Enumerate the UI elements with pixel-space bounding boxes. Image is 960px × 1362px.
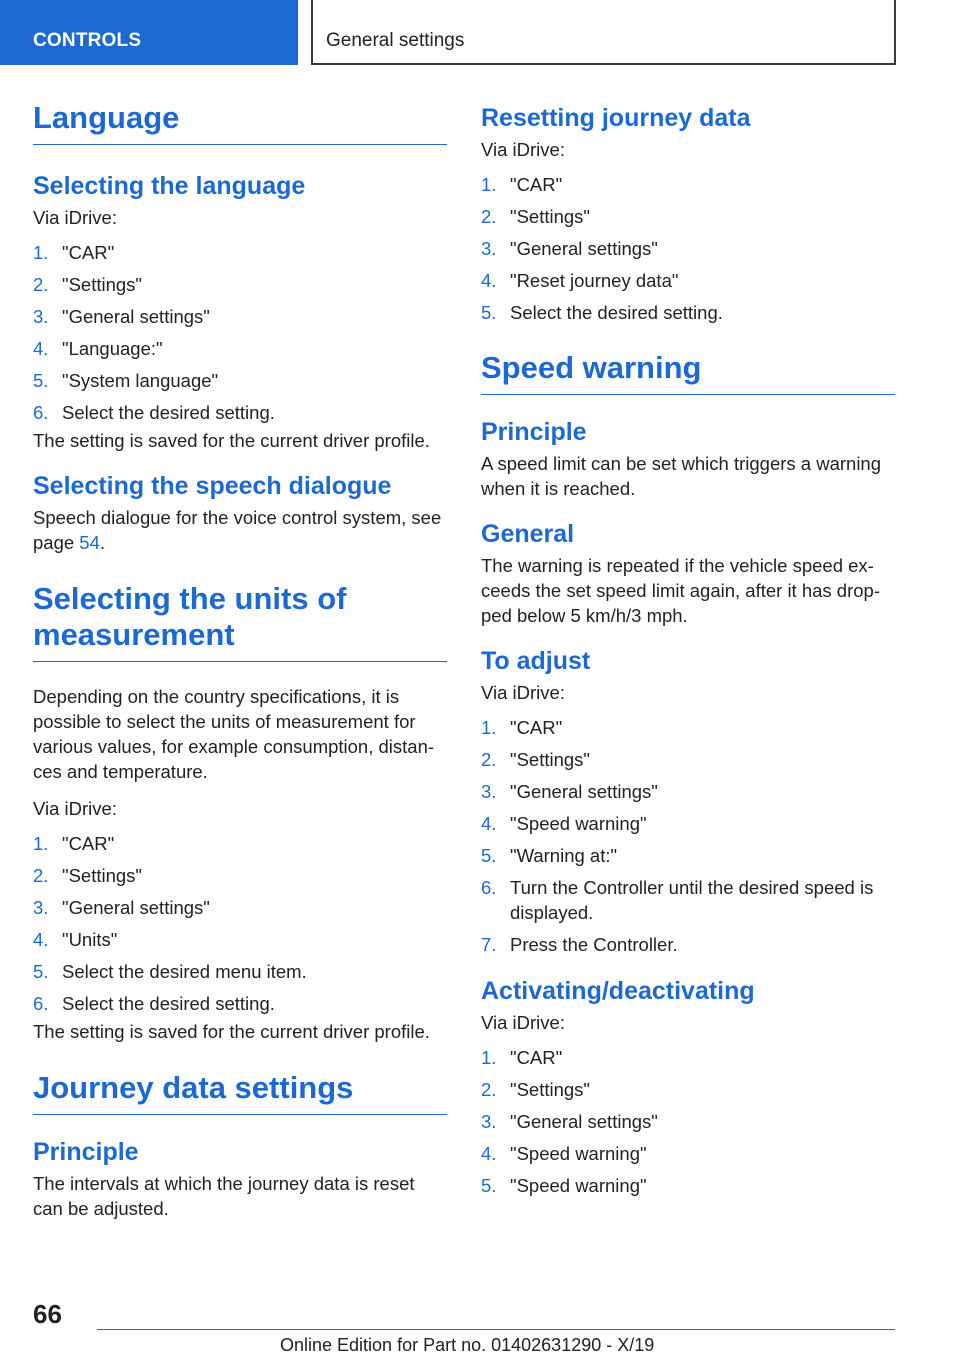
units-description: Depending on the country specifications, it is possible to select the units of measurement for various values, for example consumption, distan‐ces and temperature. [33,686,435,782]
note-driver-profile: The setting is saved for the current driver profile. [33,1021,430,1042]
speech-dialogue-text: Speech dialogue for the voice control system, see page 54. [33,507,442,553]
via-idrive-text: Via iDrive: [33,207,117,228]
list-item: 3. "General settings" [481,1111,658,1132]
steps-adjust [481,715,895,957]
via-idrive-text: Via iDrive: [481,1012,565,1033]
footer-divider [97,1329,895,1330]
heading-journey-data: Journey data settings [33,1070,447,1115]
heading-general: General [481,520,575,548]
list-item: 2. "Settings" [33,865,142,886]
heading-speech-dialogue: Selecting the speech dialogue [33,472,392,500]
list-item: 5. "Warning at:" [481,845,618,866]
heading-selecting-language: Selecting the language [33,172,306,200]
principle-text: A speed limit can be set which triggers a warning when it is reached. [481,453,882,499]
heading-to-adjust: To adjust [481,647,591,675]
heading-speed-warning: Speed warning [481,350,895,395]
list-item: 7. Press the Controller. [481,934,678,955]
header-section-label: CONTROLS [33,30,142,51]
heading-language: Language [33,100,447,145]
list-item: 1. "CAR" [33,833,115,854]
general-text: The warning is repeated if the vehicle speed ex‐ceeds the set speed limit again, after it has drop‐ped below 5 km/h/3 mph. [481,555,880,626]
principle-text: The intervals at which the journey data is reset can be adjusted. [33,1173,415,1219]
list-item: 1. "CAR" [33,242,115,263]
list-item: 3. "General settings" [481,238,658,259]
header-chapter-box [311,0,896,65]
list-item: 2. "Settings" [481,1079,590,1100]
list-item: 4. "Speed warning" [481,813,647,834]
list-item: 3. "General settings" [481,781,658,802]
list-item: 2. "Settings" [481,749,590,770]
list-item: 4. "Language:" [33,338,163,359]
footer-edition-text: Online Edition for Part no. 01402631290 - X/19 [280,1335,655,1355]
page-number: 66 [33,1299,62,1329]
header-chapter-label: General settings [326,30,465,51]
list-item: 2. "Settings" [481,206,590,227]
list-item: 1. "CAR" [481,1047,563,1068]
list-item: 3. "General settings" [33,306,210,327]
list-item: 2. "Settings" [33,274,142,295]
list-item: 4. "Reset journey data" [481,270,679,291]
steps-units [33,831,447,1016]
heading-activating-deactivating: Activating/deactivating [481,977,755,1005]
list-item: 5. Select the desired menu item. [33,961,307,982]
list-item: 6. Select the desired setting. [33,402,275,423]
via-idrive-text: Via iDrive: [481,139,565,160]
left-column [33,100,447,1221]
list-item: 1. "CAR" [481,717,563,738]
list-item: 5. "Speed warning" [481,1175,647,1196]
list-item: 3. "General settings" [33,897,210,918]
heading-principle: Principle [33,1138,139,1166]
right-column [481,103,895,1205]
header-section-tab [0,0,298,65]
heading-units: Selecting the units of measurement [33,581,447,662]
steps-reset-journey [481,172,895,325]
list-item: 5. Select the desired setting. [481,302,723,323]
via-idrive-text: Via iDrive: [481,682,565,703]
page-reference-link[interactable]: 54 [79,532,100,553]
steps-selecting-language [33,240,447,425]
heading-resetting-journey: Resetting journey data [481,104,751,132]
list-item: 6. Turn the Controller until the desired speed is displayed. [481,877,874,923]
list-item: 5. "System language" [33,370,219,391]
note-driver-profile: The setting is saved for the current driver profile. [33,430,430,451]
via-idrive-text: Via iDrive: [33,798,117,819]
heading-principle: Principle [481,418,587,446]
list-item: 4. "Speed warning" [481,1143,647,1164]
list-item: 6. Select the desired setting. [33,993,275,1014]
list-item: 4. "Units" [33,929,118,950]
list-item: 1. "CAR" [481,174,563,195]
steps-activating [481,1045,895,1198]
